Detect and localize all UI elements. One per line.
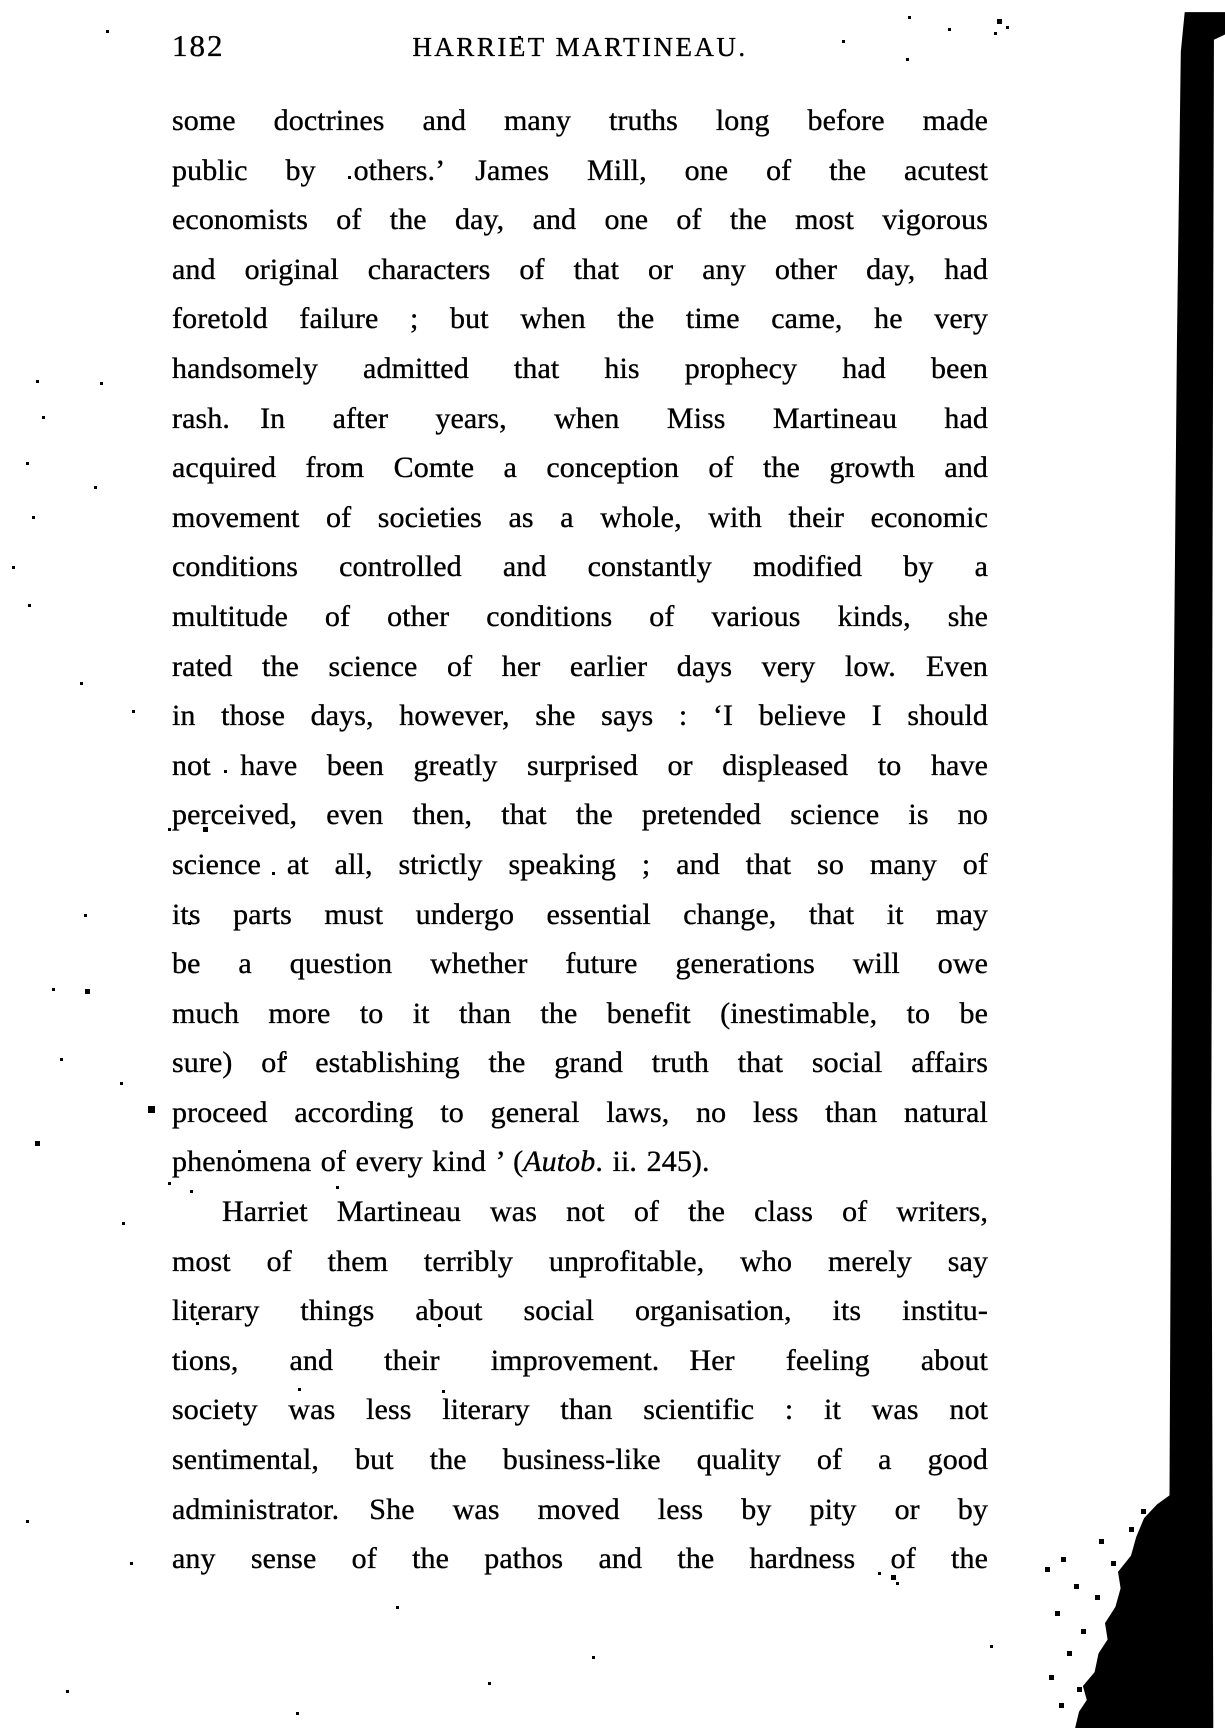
text-line: handsomely admitted that his prophecy had been <box>172 351 988 385</box>
text-line: most of them terribly unprofitable, who merely say <box>172 1244 988 1278</box>
text-segment: phenomena of every kind ’ ( <box>172 1145 524 1179</box>
scan-gutter-shadow <box>1160 0 1225 1728</box>
text-line: rash. In after years, when Miss Martineau had <box>172 401 988 435</box>
text-line: science at all, strictly speaking ; and that so many of <box>172 847 988 881</box>
text-line: in those days, however, she says : ‘I believe I should <box>172 699 988 733</box>
text-line: society was less literary than scientific : it was not <box>172 1393 988 1427</box>
text-line: sure) of establishing the grand truth that social affairs <box>172 1046 988 1080</box>
text-line: any sense of the pathos and the hardness of the <box>172 1542 988 1576</box>
text-line: perceived, even then, that the pretended science is no <box>172 798 988 832</box>
page-number: 182 <box>172 28 225 63</box>
scan-gutter-blob <box>1040 1495 1170 1728</box>
text-line: acquired from Comte a conception of the growth and <box>172 451 988 485</box>
scan-noise-dots <box>0 0 3 3</box>
text-line: and original characters of that or any other day, had <box>172 252 988 286</box>
text-line: public by others.’ James Mill, one of the acutest <box>172 153 988 187</box>
text-line: conditions controlled and constantly modified by a <box>172 550 988 584</box>
text-line: proceed according to general laws, no less than natural <box>172 1095 988 1129</box>
text-line: be a question whether future generations will owe <box>172 947 988 981</box>
text-line: rated the science of her earlier days very low. Even <box>172 649 988 683</box>
text-line: foretold failure ; but when the time came, he very <box>172 302 988 336</box>
text-line: not have been greatly surprised or displeased to have <box>172 748 988 782</box>
text-block <box>172 96 988 1584</box>
text-line: sentimental, but the business-like quality of a good <box>172 1443 988 1477</box>
text-line: movement of societies as a whole, with their economic <box>172 500 988 534</box>
page-header <box>172 22 988 68</box>
text-line: administrator. She was moved less by pity or by <box>172 1492 988 1526</box>
running-title: HARRIET MARTINEAU. <box>412 32 748 62</box>
text-line: its parts must undergo essential change, that it may <box>172 897 988 931</box>
italic-citation: Autob <box>523 1145 596 1179</box>
text-line: much more to it than the benefit (inestimable, to be <box>172 996 988 1030</box>
text-line <box>172 1137 988 1187</box>
text-line: multitude of other conditions of various kinds, she <box>172 599 988 633</box>
text-segment: . ii. 245). <box>595 1145 710 1179</box>
text-line: Harriet Martineau was not of the class of writers, <box>222 1195 988 1229</box>
text-line: some doctrines and many truths long before made <box>172 104 988 137</box>
text-line: tions, and their improvement. Her feeling about <box>172 1343 988 1377</box>
text-line: literary things about social organisation, its institu- <box>172 1294 988 1328</box>
text-line: economists of the day, and one of the most vigorous <box>172 203 988 237</box>
